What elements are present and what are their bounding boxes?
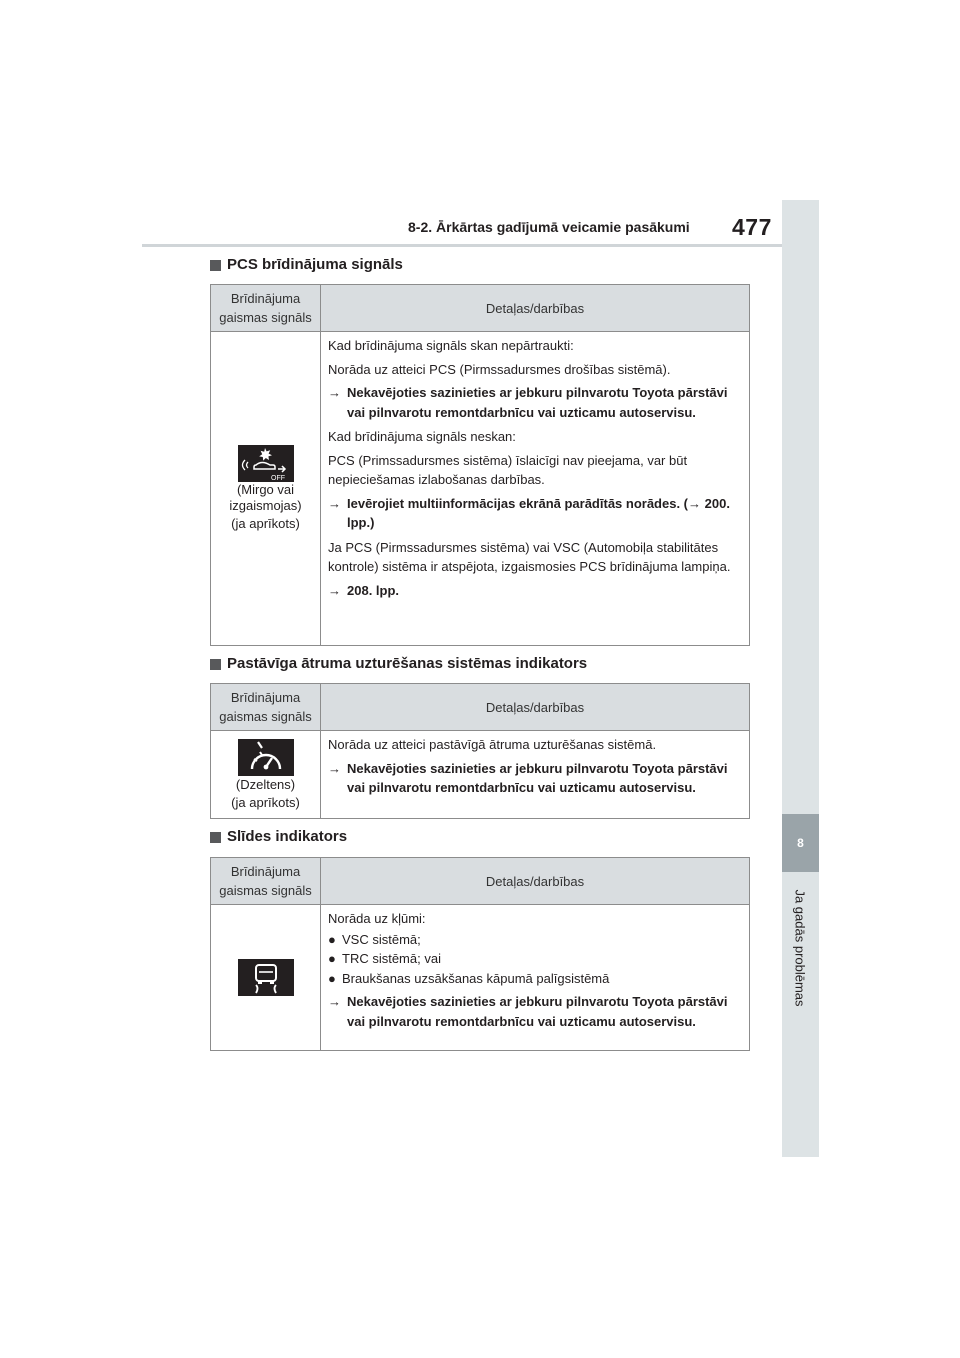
detail-text: Kad brīdinājuma signāls skan nepārtraukti: [328, 338, 574, 353]
arrow-icon: → [328, 495, 341, 511]
table-header-details: Detaļas/darbības [321, 858, 750, 905]
icon-caption: (Dzeltens) [235, 776, 296, 792]
instruction-text: Ievērojiet multiinformācijas ekrānā parādītās norādes. (→ 200. lpp.) [347, 495, 730, 530]
detail-text: Norāda uz atteici PCS (Pirmssadursmes drošības sistēmā). [328, 361, 671, 377]
list-item-text: VSC sistēmā; [342, 931, 421, 947]
arrow-icon: → [328, 385, 341, 400]
list-item-text: Braukšanas uzsākšanas kāpumā palīgsistēmā [342, 970, 610, 986]
details-cell [321, 731, 750, 819]
bullet-icon: ● [328, 931, 336, 947]
table-header-details: Detaļas/darbības [321, 684, 750, 731]
detail-text: PCS (Primssadursmes sistēma) īslaicīgi nav pieejama, var būt nepieciešamas izlabošanas darbības. [328, 452, 688, 487]
page-reference: 208. lpp. [347, 582, 400, 598]
details-cell [321, 905, 750, 1051]
icon-caption-equipped: (ja aprīkots) [231, 516, 300, 531]
section-heading-pcs [210, 256, 403, 273]
instruction-line [328, 494, 743, 533]
icon-caption-equipped: (ja aprīkots) [231, 794, 300, 810]
instruction-line [328, 759, 743, 798]
chapter-number: 8 [782, 814, 819, 872]
arrow-icon: → [328, 582, 341, 598]
section-heading-text: Slīdes indikators [227, 828, 348, 845]
detail-text: Kad brīdinājuma signāls neskan: [328, 429, 516, 444]
heading-square-icon [210, 260, 221, 271]
section-heading-text: Pastāvīga ātruma uzturēšanas sistēmas indikators [227, 655, 588, 672]
slip-indicator-table [210, 857, 750, 1051]
table-header-details: Detaļas/darbības [321, 285, 750, 332]
icon-caption: (Mirgo vai izgaismojas) [229, 482, 302, 513]
list-item [328, 949, 743, 969]
arrow-icon: → [328, 994, 341, 1009]
table-header-light: Brīdinājuma gaismas signāls [211, 684, 321, 731]
bullet-icon: ● [328, 951, 336, 966]
pcs-warning-table [210, 284, 750, 646]
chapter-side-tab [782, 200, 819, 1157]
detail-text: Ja PCS (Pirmssadursmes sistēma) vai VSC (Automobiļa stabilitātes kontrole) sistēma ir atspējota, izgaismosies PCS brīdinājuma lampiņa. [328, 539, 731, 574]
details-cell [321, 332, 750, 646]
pcs-off-icon [238, 445, 294, 482]
heading-square-icon [210, 659, 221, 670]
table-header-light: Brīdinājuma gaismas signāls [211, 285, 321, 332]
instruction-text: Nekavējoties sazinieties ar jebkuru pilnvarotu Toyota pārstāvi vai pilnvarotu remontdarbnīcu vai uzticamu autoservisu. [347, 760, 728, 795]
arrow-icon: → [328, 760, 341, 776]
cruise-control-icon [238, 739, 294, 776]
icon-cell [211, 332, 321, 646]
cruise-indicator-table [210, 683, 750, 819]
header-divider [142, 244, 782, 247]
detail-text: Norāda uz atteici pastāvīgā ātruma uzturēšanas sistēmā. [328, 737, 657, 752]
table-header-light: Brīdinājuma gaismas signāls [211, 858, 321, 905]
icon-cell [211, 905, 321, 1051]
heading-square-icon [210, 832, 221, 843]
icon-cell [211, 731, 321, 819]
list-item-text: TRC sistēmā; vai [342, 951, 441, 966]
instruction-line [328, 992, 743, 1031]
slip-indicator-icon [238, 959, 294, 996]
instruction-text: Nekavējoties sazinieties ar jebkuru pilnvarotu Toyota pārstāvi vai pilnvarotu remontdarbnīcu vai uzticamu autoservisu. [347, 385, 728, 420]
running-header: 8-2. Ārkārtas gadījumā veicamie pasākumi [408, 219, 690, 235]
page-reference-line [328, 581, 743, 601]
instruction-line [328, 383, 743, 422]
svg-text:OFF: OFF [270, 475, 285, 482]
detail-text: Norāda uz kļūmi: [328, 911, 426, 926]
page-number: 477 [732, 214, 772, 240]
section-heading-text: PCS brīdinājuma signāls [227, 256, 403, 273]
instruction-text: Nekavējoties sazinieties ar jebkuru pilnvarotu Toyota pārstāvi vai pilnvarotu remontdarbnīcu vai uzticamu autoservisu. [347, 994, 728, 1029]
section-heading-slip [210, 828, 347, 845]
section-heading-cruise [210, 655, 587, 672]
chapter-title: Ja gadās problēmas [792, 889, 808, 1007]
list-item [328, 969, 743, 989]
list-item [328, 930, 743, 950]
bullet-icon: ● [328, 970, 336, 986]
